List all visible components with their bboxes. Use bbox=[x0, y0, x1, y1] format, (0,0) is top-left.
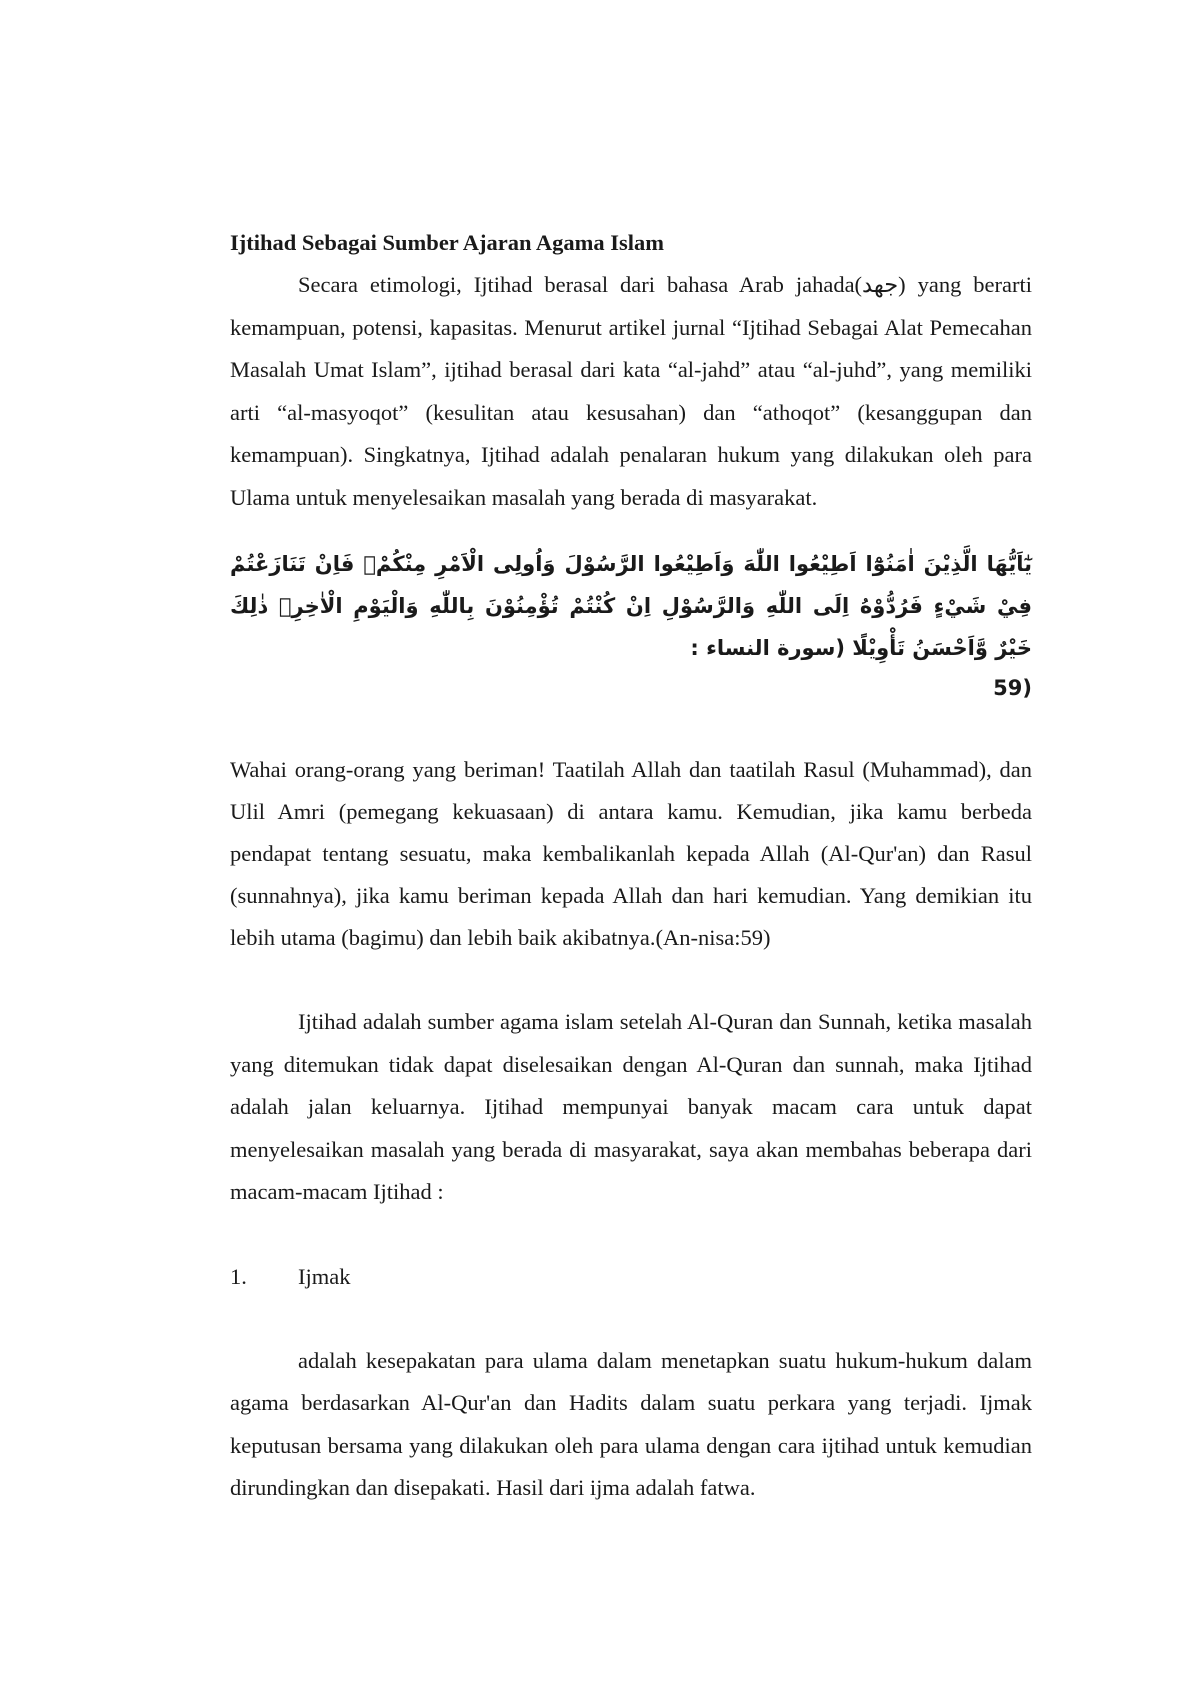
section-title: Ijtihad Sebagai Sumber Ajaran Agama Islam bbox=[230, 230, 665, 255]
list-item bbox=[230, 1256, 1032, 1298]
second-paragraph: Ijtihad adalah sumber agama islam setelah Al-Quran dan Sunnah, ketika masalah yang ditemukan tidak dapat diselesaikan dengan Al-Quran dan sunnah, maka Ijtihad adalah jalan keluarnya. Ijtihad mempunyai banyak macam cara untuk dapat menyelesaikan masalah yang berada di masyarakat, saya akan membahas beberapa dari macam-macam Ijtihad : bbox=[230, 1009, 1032, 1204]
third-paragraph: adalah kesepakatan para ulama dalam menetapkan suatu hukum-hukum dalam agama berdasarkan Al-Qur'an dan Hadits dalam suatu perkara yang terjadi. Ijmak keputusan bersama yang dilakukan oleh para ulama dengan cara ijtihad untuk kemudian dirundingkan dan disepakati. Hasil dari ijma adalah fatwa. bbox=[230, 1347, 1032, 1500]
arabic-verse-text: يٰٓاَيُّهَا الَّذِيْنَ اٰمَنُوْٓا اَطِيْعُوا اللّٰهَ وَاَطِيْعُوا الرَّسُوْلَ وَاُولِى الْاَمْرِ مِنْكُمْۚ فَاِنْ تَنَازَعْتُمْ فِيْ شَيْءٍ فَرُدُّوْهُ اِلَى اللّٰهِ وَالرَّسُوْلِ اِنْ كُنْتُمْ تُؤْمِنُوْنَ بِاللّٰهِ وَالْيَوْمِ الْاٰخِرِۗ ذٰلِكَ خَيْرٌ وَّاَحْسَنُ تَأْوِيْلًا bbox=[230, 552, 1032, 660]
translation-paragraph: Wahai orang-orang yang beriman! Taatilah Allah dan taatilah Rasul (Muhammad), dan Ulil Amri (pemegang kekuasaan) di antara kamu. Kemudian, jika kamu berbeda pendapat tentang sesuatu, maka kembalikanlah kepada Allah (Al-Qur'an) dan Rasul (sunnahnya), jika kamu beriman kepada Allah dan hari kemudian. Yang demikian itu lebih utama (bagimu) dan lebih baik akibatnya.(An-nisa:59) bbox=[230, 757, 1032, 950]
arabic-verse-reference: (سورة النساء : bbox=[690, 636, 845, 660]
list-item-number: 1. bbox=[230, 1263, 247, 1289]
intro-paragraph: Secara etimologi, Ijtihad berasal dari bahasa Arab jahada(جهد) yang berarti kemampuan, potensi, kapasitas. Menurut artikel jurnal “Ijtihad Sebagai Alat Pemecahan Masalah Umat Islam”, ijtihad berasal dari kata “al-jahd” atau “al-juhd”, yang memiliki arti “al-masyoqot” (kesulitan atau kesusahan) dan “athoqot” (kesanggupan dan kemampuan). Singkatnya, Ijtihad adalah penalaran hukum yang dilakukan oleh para Ulama untuk menyelesaikan masalah yang berada di masyarakat. bbox=[230, 272, 1032, 510]
document-body bbox=[230, 228, 1032, 1510]
arabic-verse-number: 59) bbox=[993, 676, 1032, 700]
arabic-verse bbox=[230, 543, 1032, 669]
list-item-label: Ijmak bbox=[298, 1263, 351, 1289]
